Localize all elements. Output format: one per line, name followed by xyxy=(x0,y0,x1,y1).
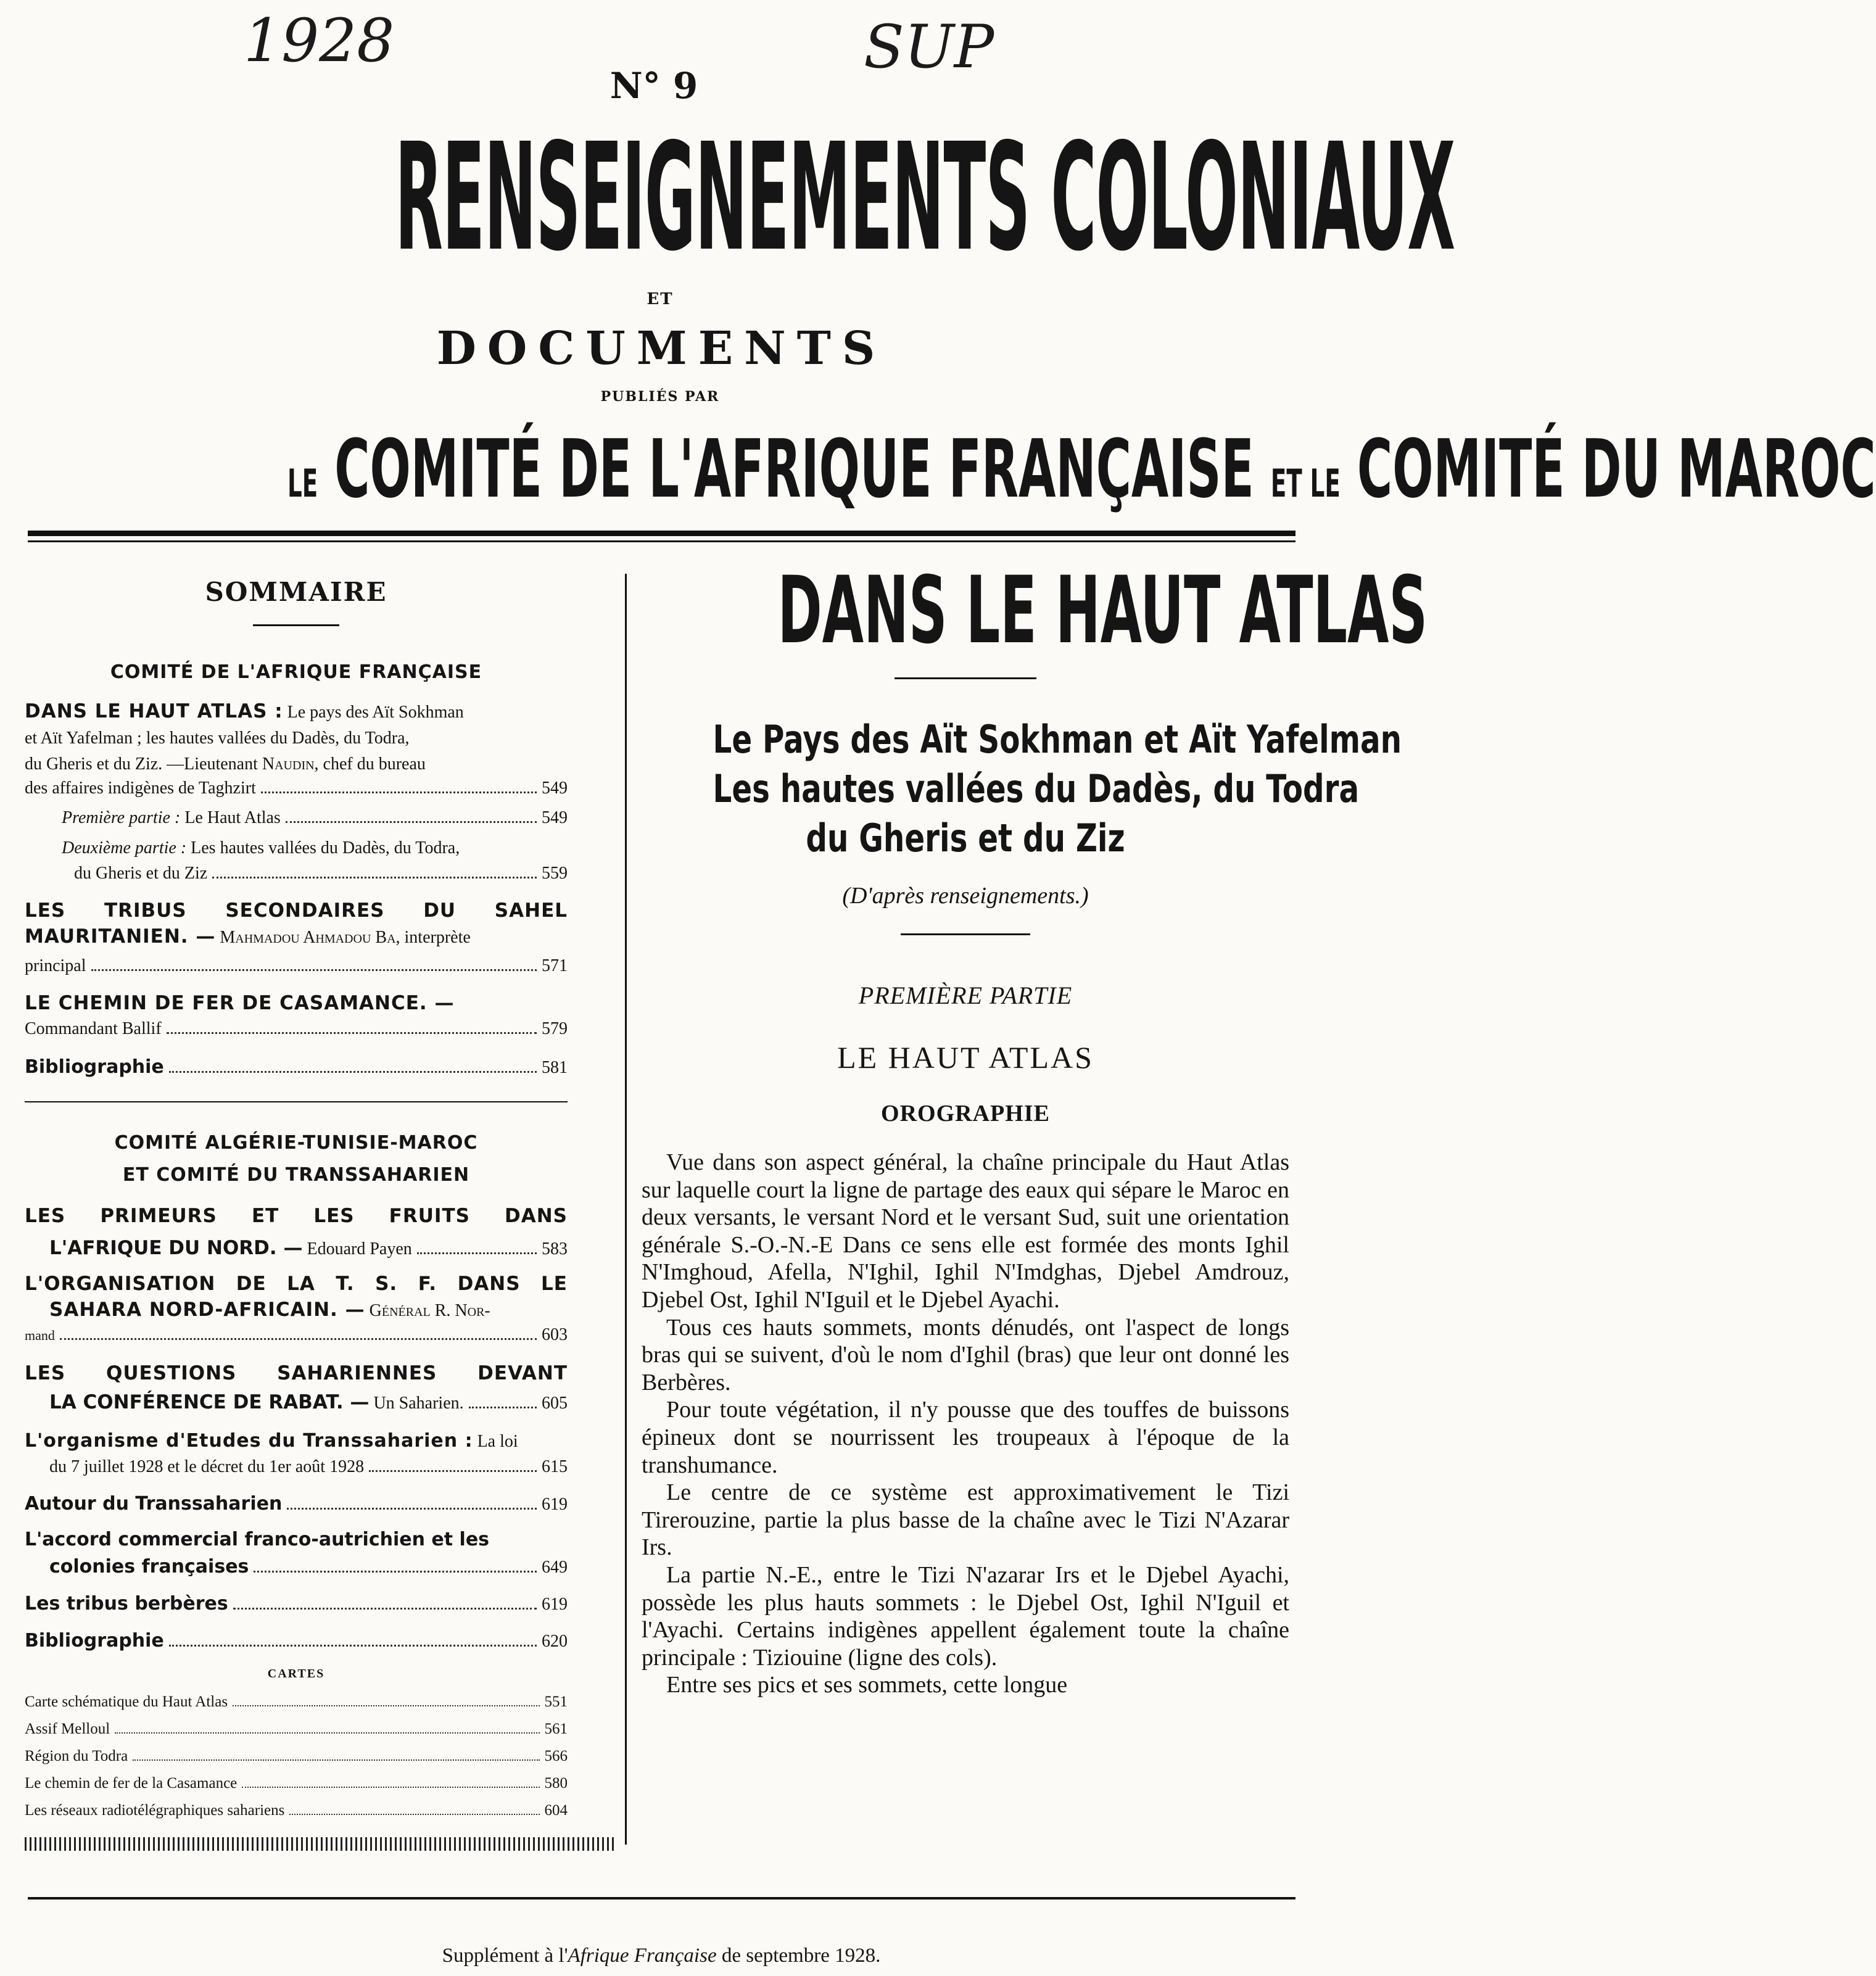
carte-row: Le chemin de fer de la Casamance 580 xyxy=(25,1775,568,1792)
toc-row-tsf: mand 603 xyxy=(25,1325,568,1344)
article-subtitle-3: du Gheris et du Ziz xyxy=(806,816,1125,861)
toc-row-bibliographie-1: Bibliographie 581 xyxy=(25,1056,568,1078)
article-source-note: (D'après renseignements.) xyxy=(842,883,1089,909)
carte-row: Carte schématique du Haut Atlas 551 xyxy=(25,1693,568,1710)
masthead-rule-thin xyxy=(28,540,1295,542)
masthead-publies-par: PUBLIÉS PAR xyxy=(600,389,720,405)
article-paragraph: La partie N.-E., entre le Tizi N'azarar Irs et le Djebel Ayachi, possède les plus hauts sommets : le Djebel Ost, Ighil N'Iguil et l'Ayachi. Certains indigènes appellent également toute la chaîne principale : Tiziouine (ligne des cols). xyxy=(642,1561,1289,1671)
sommaire-hatch-rule xyxy=(25,1837,617,1851)
handwritten-code: SUP xyxy=(864,12,994,81)
carte-row: Les réseaux radiotélégraphiques sahariens 604 xyxy=(25,1802,568,1819)
article-part-title: PREMIÈRE PARTIE xyxy=(858,982,1073,1009)
toc-row-tribus: principal 571 xyxy=(25,956,568,975)
article-subsection-title: OROGRAPHIE xyxy=(881,1101,1050,1126)
issue-number: N° 9 xyxy=(609,65,698,107)
masthead-publishers: LE COMITÉ DE L'AFRIQUE FRANÇAISE ET LE COMITÉ DU MAROC xyxy=(287,422,1876,516)
article-subtitle-1: Le Pays des Aït Sokhman et Aït Yafelman xyxy=(713,717,1402,762)
article-paragraph: Entre ses pics et ses sommets, cette longue xyxy=(666,1672,1068,1698)
sommaire-section-transsaharien-1: COMITÉ ALGÉRIE-TUNISIE-MAROC xyxy=(114,1132,478,1154)
sommaire-title: SOMMAIRE xyxy=(205,577,387,607)
toc-row-tribus-berberes: Les tribus berbères 619 xyxy=(25,1593,568,1614)
toc-deuxieme-partie: Deuxième partie : Les hautes vallées du Dadès, du Todra, xyxy=(62,838,460,858)
sommaire-entry-haut-atlas: DANS LE HAUT ATLAS : Le pays des Aït Sokhman et Aït Yafelman ; les hautes vallées du Dadès, du Todra, du Gheris et du Ziz. —Lieutenant Naudin, chef du bureau xyxy=(25,700,464,774)
sommaire-section-transsaharien-2: ET COMITÉ DU TRANSSAHARIEN xyxy=(122,1164,470,1186)
masthead-et: ET xyxy=(647,290,674,308)
masthead-documents: DOCUMENTS xyxy=(436,322,886,375)
toc-row-organisme: du 7 juillet 1928 et le décret du 1er août 1928 615 xyxy=(49,1457,568,1476)
toc-row-primeurs: L'AFRIQUE DU NORD. — Edouard Payen 583 xyxy=(49,1237,568,1259)
sommaire-entry-tribus: LES TRIBUS SECONDAIRES DU SAHEL MAURITANIEN. — Mahmadou Ahmadou Ba, interprète xyxy=(25,899,568,948)
toc-row-bibliographie-2: Bibliographie 620 xyxy=(25,1630,568,1651)
masthead-title: RENSEIGNEMENTS COLONIAUX xyxy=(395,111,1455,284)
sommaire-divider xyxy=(25,1101,568,1102)
sommaire-entry-organisme: L'organisme d'Etudes du Transsaharien : La loi xyxy=(25,1430,518,1452)
toc-row-questions: LA CONFÉRENCE DE RABAT. — Un Saharien. 605 xyxy=(49,1391,568,1413)
article-paragraph: Le centre de ce système est approximativement le Tizi Tirerouzine, partie la plus basse de la chaîne avec le Tizi N'Azarar Irs. xyxy=(642,1479,1289,1561)
sommaire-entry-questions: LES QUESTIONS SAHARIENNES DEVANT xyxy=(25,1362,568,1384)
footer-rule xyxy=(28,1897,1295,1900)
toc-row-haut-atlas: des affaires indigènes de Taghzirt 549 xyxy=(25,779,568,798)
article-paragraph: Vue dans son aspect général, la chaîne principale du Haut Atlas sur laquelle court la ligne de partage des eaux qui sépare le Maroc en deux versants, le versant Nord et le versant Sud, suit une orientation générale S.-O.-N.-E Dans ce sens elle est formée des monts Ighil N'Imghoud, Afella, N'Ighil, Ighil N'Imdghas, Djebel Amdrouz, Djebel Ost, Ighil N'Iguil et le Djebel Ayachi. xyxy=(642,1149,1289,1313)
sommaire-rule xyxy=(253,624,339,626)
footer-note: Supplément à l'Afrique Française de septembre 1928. xyxy=(442,1945,881,1967)
article-body xyxy=(642,1149,1289,1699)
sommaire-entry-primeurs: LES PRIMEURS ET LES FRUITS DANS xyxy=(25,1205,568,1227)
article-subtitle-2: Les hautes vallées du Dadès, du Todra xyxy=(713,766,1360,811)
masthead-rule-thick xyxy=(28,531,1295,536)
article-paragraph: Pour toute végétation, il n'y pousse que des touffes de buissons épineux dont se nourrissent les troupeaux à l'époque de la transhumance. xyxy=(642,1397,1289,1478)
toc-row-casamance: Commandant Ballif 579 xyxy=(25,1019,568,1038)
handwritten-year: 1928 xyxy=(244,6,395,75)
sommaire-entry-accord: L'accord commercial franco-autrichien et les xyxy=(25,1529,490,1550)
sommaire-entry-tsf: L'ORGANISATION DE LA T. S. F. DANS LE SAHARA NORD-AFRICAIN. — Général R. Nor- xyxy=(25,1273,568,1321)
article-title: DANS LE HAUT ATLAS xyxy=(777,557,1428,664)
carte-row: Assif Melloul 561 xyxy=(25,1721,568,1737)
sommaire-section-afrique: COMITÉ DE L'AFRIQUE FRANÇAISE xyxy=(110,661,482,683)
toc-row-deuxieme-partie: du Gheris et du Ziz 559 xyxy=(74,864,568,883)
column-divider xyxy=(625,574,627,1845)
sommaire-entry-casamance: LE CHEMIN DE FER DE CASAMANCE. — xyxy=(25,992,455,1014)
toc-row-autour: Autour du Transsaharien 619 xyxy=(25,1493,568,1515)
carte-row: Région du Todra 566 xyxy=(25,1748,568,1764)
cartes-title: CARTES xyxy=(267,1667,325,1680)
toc-row-premiere-partie: Première partie : Le Haut Atlas 549 xyxy=(62,808,568,827)
article-source-rule xyxy=(901,933,1030,935)
article-section-title: LE HAUT ATLAS xyxy=(837,1040,1094,1075)
article-paragraph: Tous ces hauts sommets, monts dénudés, ont l'aspect de longs bras qui se suivent, d'où le nom d'Ighil (bras) que leur ont donné les Berbères. xyxy=(642,1314,1289,1395)
article-title-rule xyxy=(895,677,1036,679)
toc-row-accord: colonies françaises 649 xyxy=(49,1556,568,1577)
